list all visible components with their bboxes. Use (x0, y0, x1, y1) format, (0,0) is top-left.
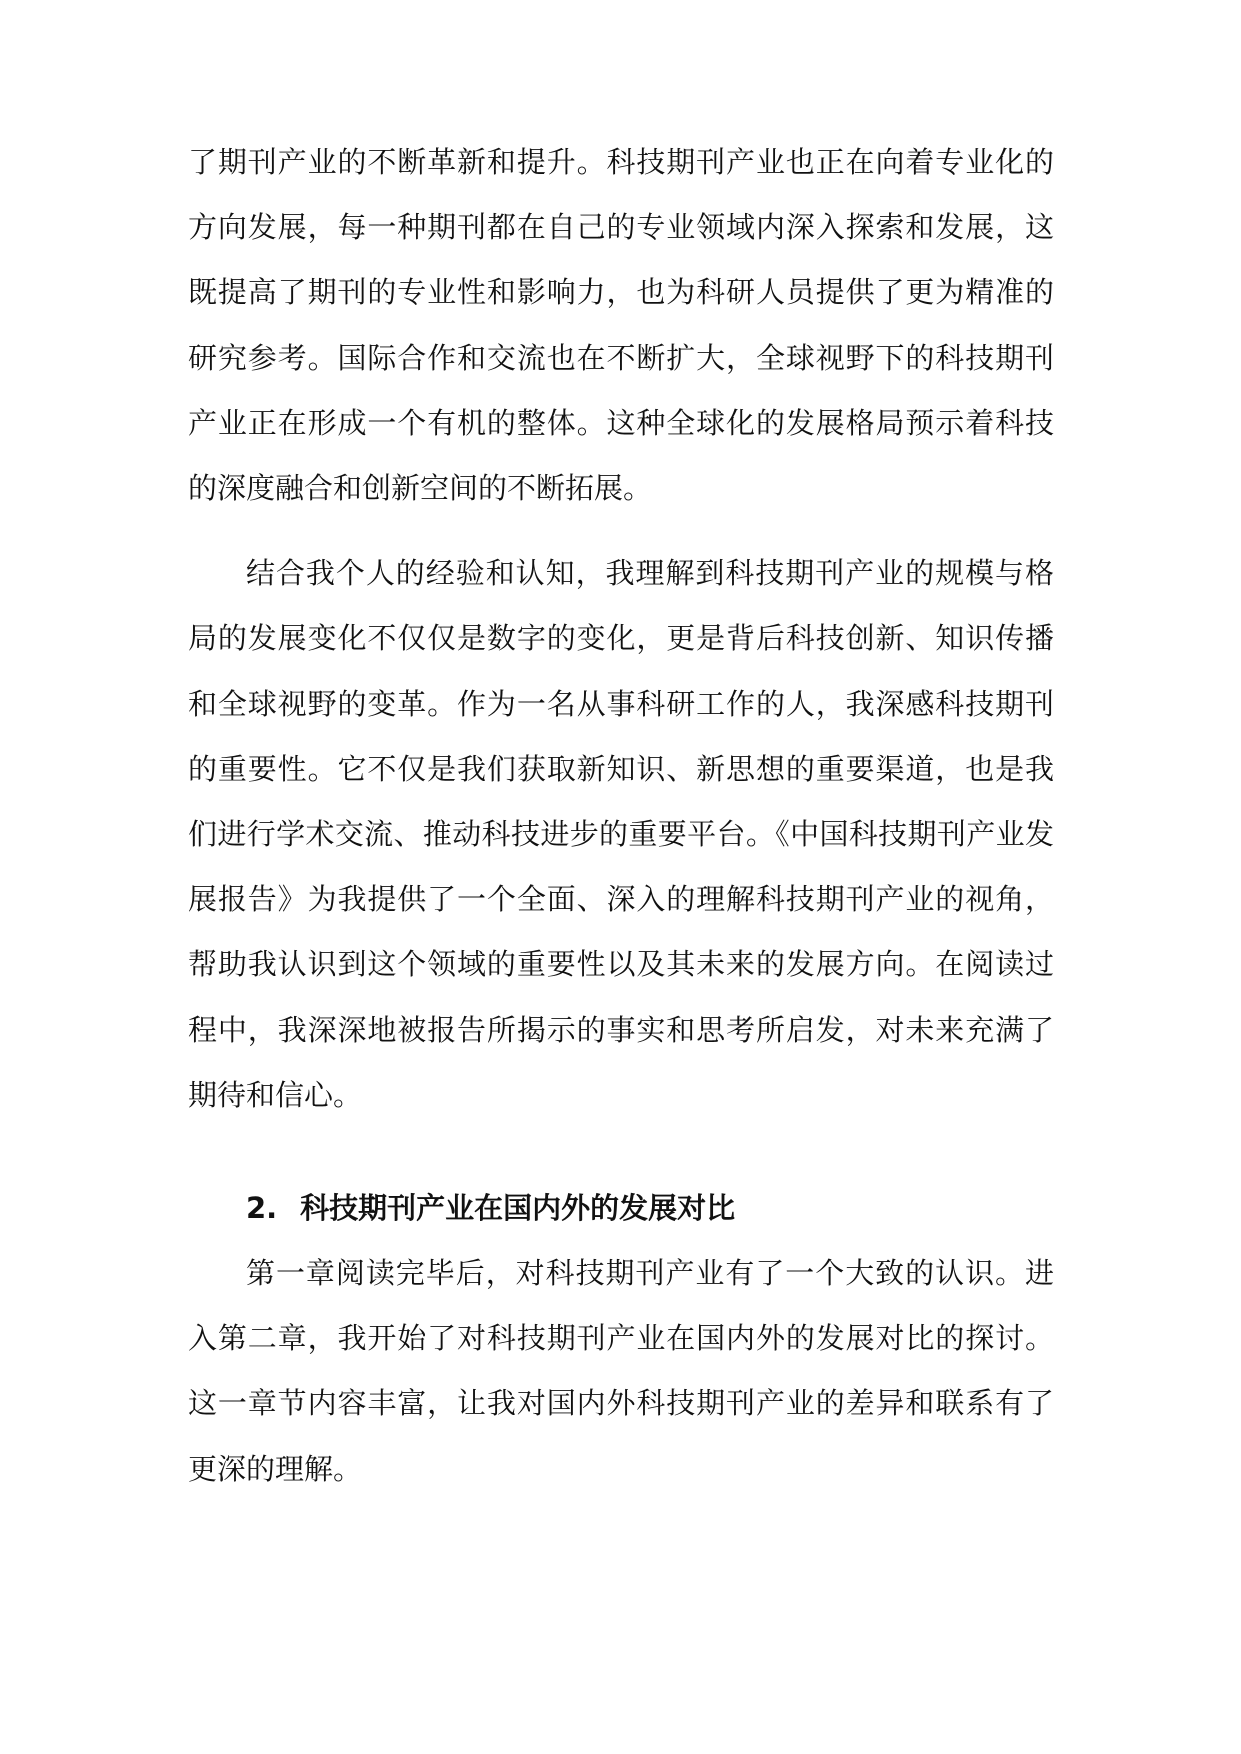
section-spacer (188, 1128, 1054, 1176)
section-heading (188, 1176, 1054, 1241)
paragraph-spacer (188, 521, 1054, 541)
body-paragraph: 了期刊产业的不断革新和提升。科技期刊产业也正在向着专业化的方向发展，每一种期刊都在自己的专业领域内深入探索和发展，这既提高了期刊的专业性和影响力，也为科研人员提供了更为精准的研究参考。国际合作和交流也在不断扩大，全球视野下的科技期刊产业正在形成一个有机的整体。这种全球化的发展格局预示着科技的深度融合和创新空间的不断拓展。 (188, 145, 1054, 506)
document-page (188, 130, 1054, 1502)
body-paragraph: 结合我个人的经验和认知，我理解到科技期刊产业的规模与格局的发展变化不仅仅是数字的变化，更是背后科技创新、知识传播和全球视野的变革。作为一名从事科研工作的人，我深感科技期刊的重要性。它不仅是我们获取新知识、新思想的重要渠道，也是我们进行学术交流、推动科技进步的重要平台。《中国科技期刊产业发展报告》为我提供了一个全面、深入的理解科技期刊产业的视角，帮助我认识到这个领域的重要性以及其未来的发展方向。在阅读过程中，我深深地被报告所揭示的事实和思考所启发，对未来充满了期待和信心。 (188, 556, 1054, 1112)
section-title: 科技期刊产业在国内外的发展对比 (300, 1191, 736, 1226)
body-paragraph: 第一章阅读完毕后，对科技期刊产业有了一个大致的认识。进入第二章，我开始了对科技期刊产业在国内外的发展对比的探讨。这一章节内容丰富，让我对国内外科技期刊产业的差异和联系有了更深的理解。 (188, 1256, 1054, 1486)
section-number: 2. (246, 1191, 278, 1226)
